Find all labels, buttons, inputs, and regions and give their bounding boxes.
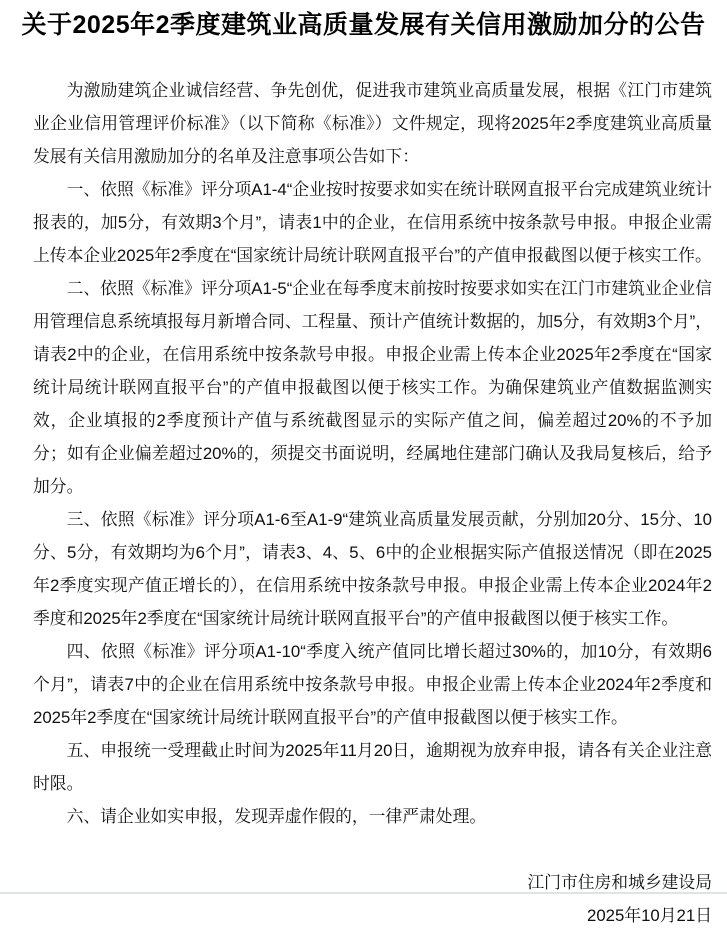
document-body [33, 74, 712, 833]
item-1-paragraph: 一、依照《标准》评分项A1-4“企业按时按要求如实在统计联网直报平台完成建筑业统计报表的，加5分，有效期3个月”，请表1中的企业，在信用系统中按条款号申报。申报企业需上传本企业2025年2季度在“国家统计局统计联网直报平台”的产值申报截图以便于核实工作。 [33, 180, 712, 265]
document-title: 关于2025年2季度建筑业高质量发展有关信用激励加分的公告 [21, 11, 706, 39]
issue-date: 2025年10月21日 [586, 906, 712, 925]
item-3-paragraph: 三、依照《标准》评分项A1-6至A1-9“建筑业高质量发展贡献，分别加20分、15分、10分、5分，有效期均为6个月”，请表3、4、5、6中的企业根据实际产值报送情况（即在2025年2季度实现产值正增长的），在信用系统中按条款号申报。申报企业需上传本企业2024年2季度和2025年2季度在“国家统计局统计联网直报平台”的产值申报截图以便于核实工作。 [33, 510, 712, 628]
issuing-authority: 江门市住房和城乡建设局 [527, 873, 712, 892]
item-4-paragraph: 四、依照《标准》评分项A1-10“季度入统产值同比增长超过30%的，加10分，有效期6个月”，请表7中的企业在信用系统中按条款号申报。申报企业需上传本企业2024年2季度和2025年2季度在“国家统计局统计联网直报平台”的产值申报截图以便于核实工作。 [33, 642, 712, 727]
intro-paragraph: 为激励建筑企业诚信经营、争先创优，促进我市建筑业高质量发展，根据《江门市建筑业企业信用管理评价标准》（以下简称《标准》）文件规定，现将2025年2季度建筑业高质量发展有关信用激励加分的名单及注意事项公告如下： [33, 81, 712, 166]
item-6-paragraph: 六、请企业如实申报，发现弄虚作假的，一律严肃处理。 [66, 807, 487, 826]
item-2-paragraph: 二、依照《标准》评分项A1-5“企业在每季度末前按时按要求如实在江门市建筑业企业信用管理信息系统填报每月新增合同、工程量、预计产值统计数据的，加5分，有效期3个月”，请表2中的企业，在信用系统中按条款号申报。申报企业需上传本企业2025年2季度在“国家统计局统计联网直报平台”的产值申报截图以便于核实工作。为确保建筑业产值数据监测实效，企业填报的2季度预计产值与系统截图显示的实际产值之间，偏差超过20%的不予加分；如有企业偏差超过20%的，须提交书面说明，经属地住建部门确认及我局复核后，给予加分。 [33, 279, 712, 496]
bottom-divider [0, 892, 727, 894]
signature-block [33, 866, 712, 932]
item-5-paragraph: 五、申报统一受理截止时间为2025年11月20日，逾期视为放弃申报，请各有关企业注意时限。 [33, 741, 712, 793]
